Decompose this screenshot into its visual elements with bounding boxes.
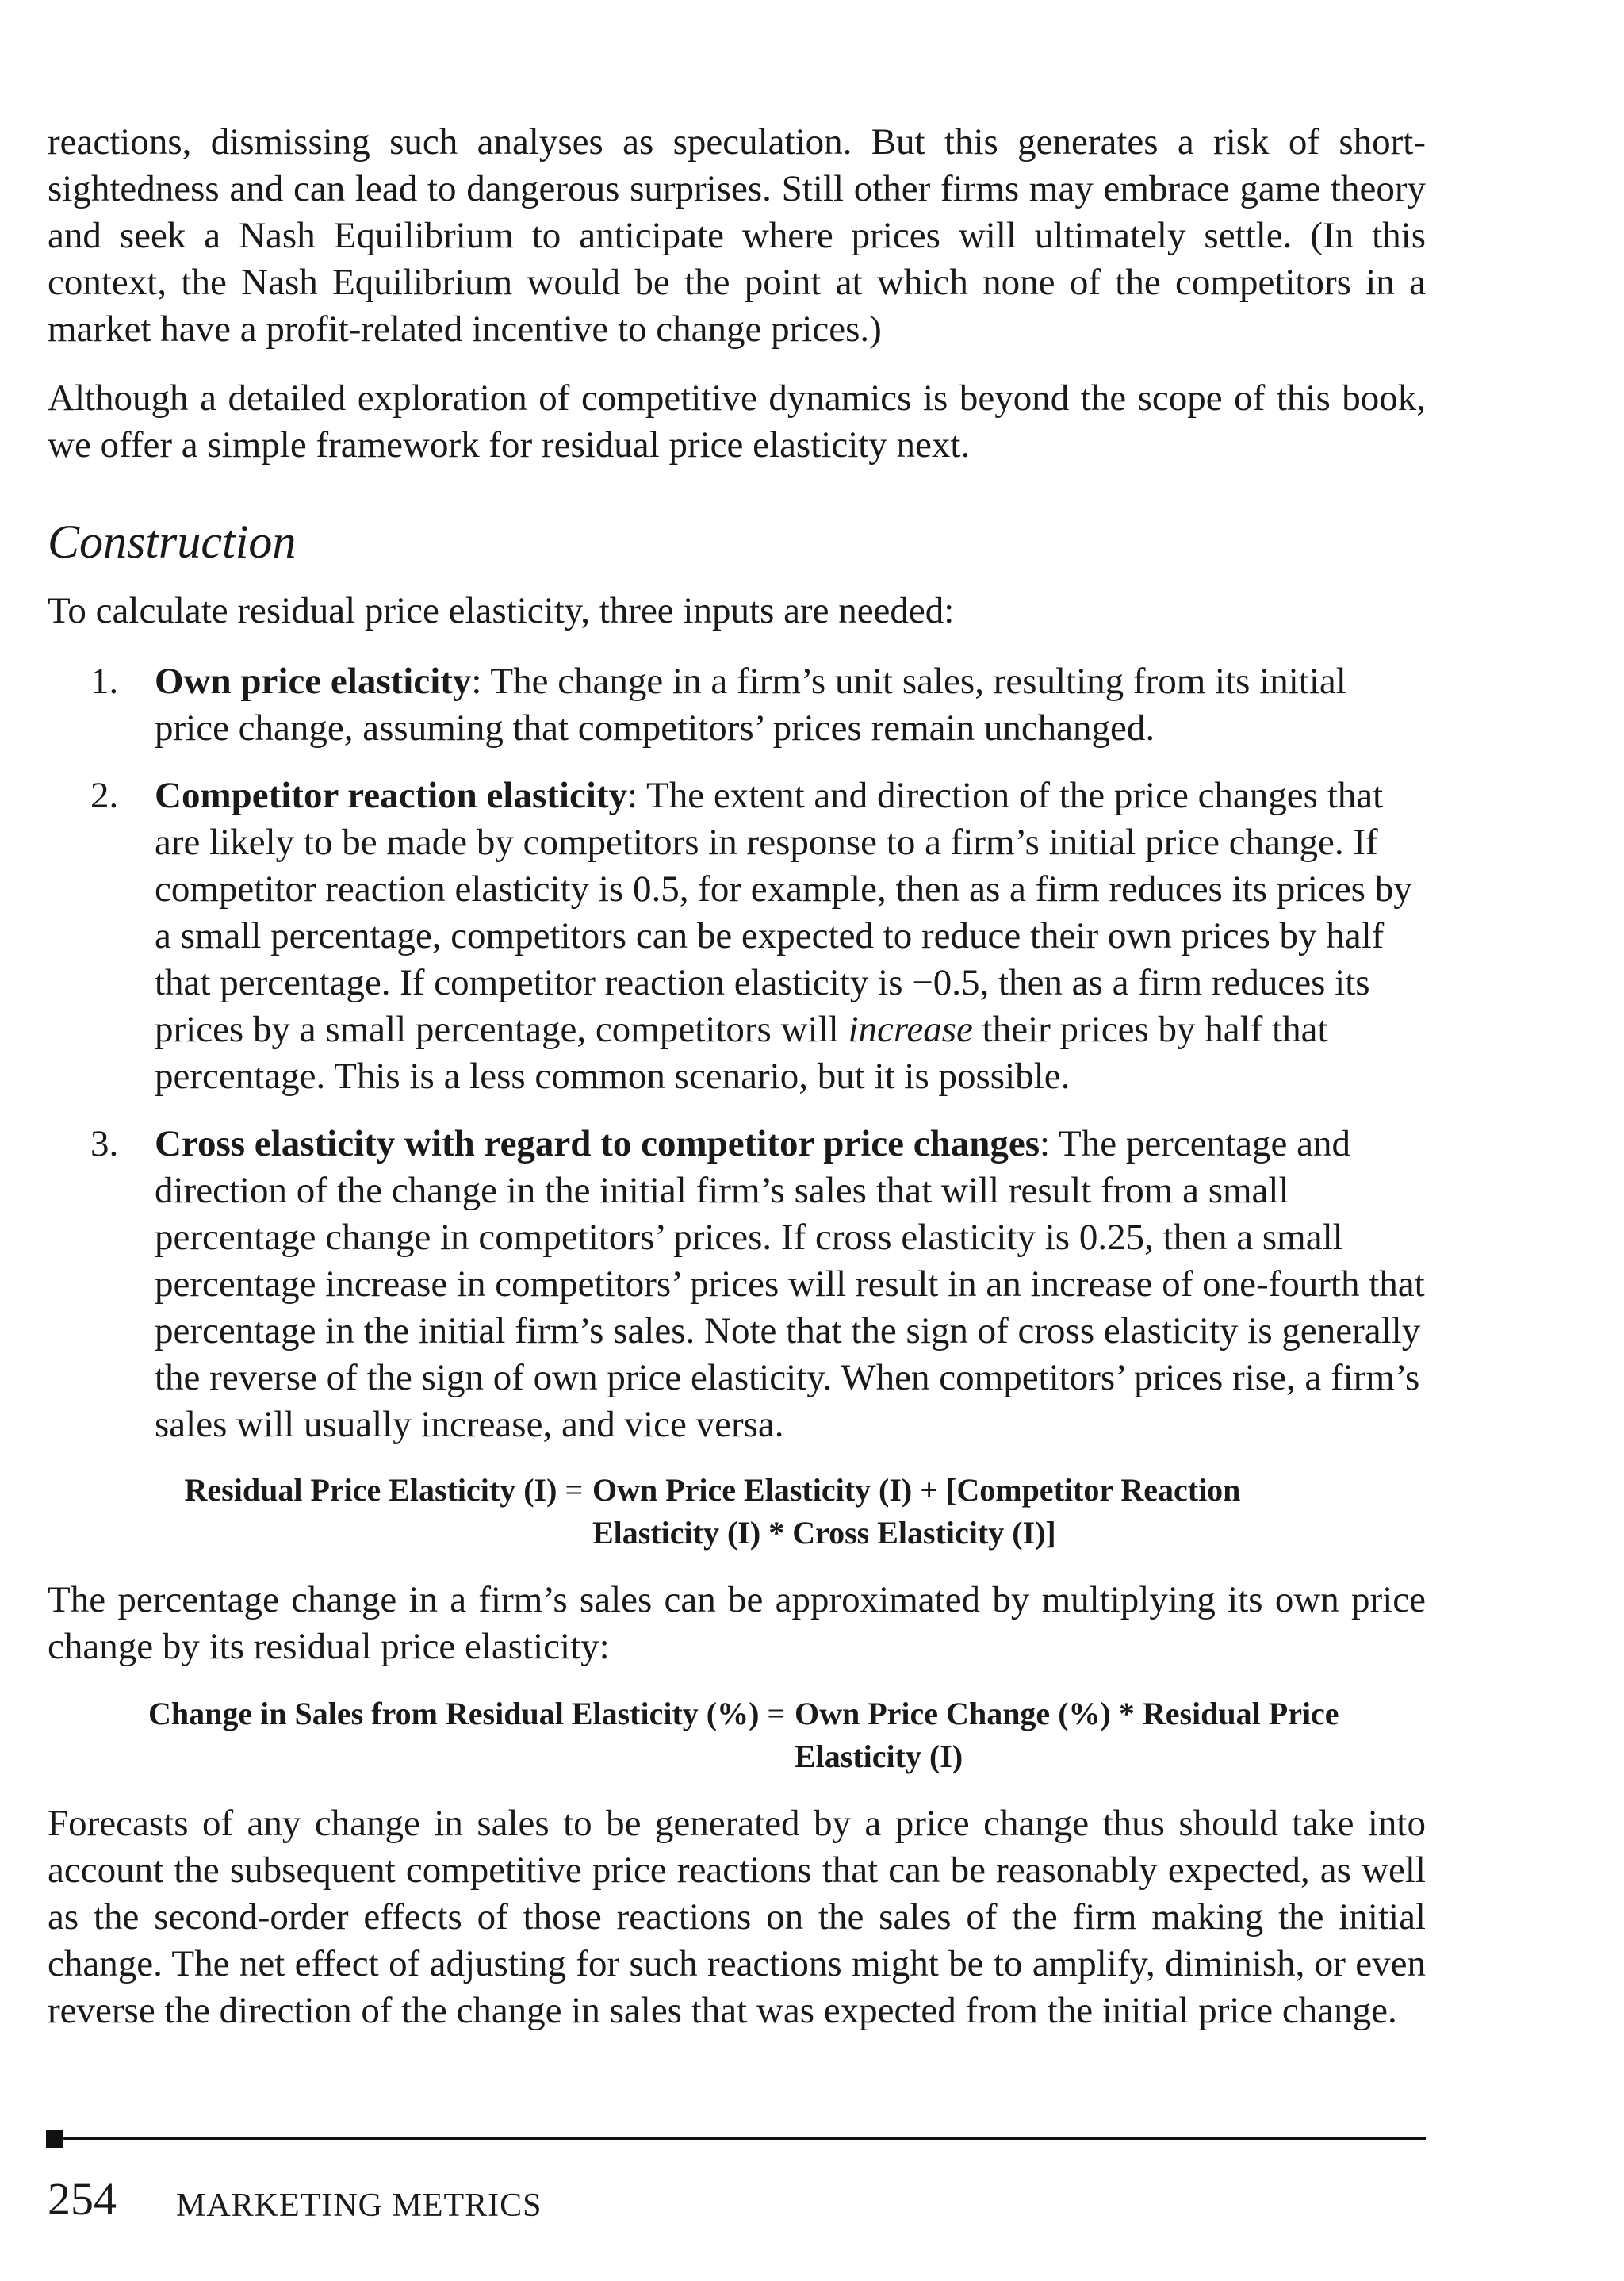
list-item-text-continued: their prices by half that percentage. This is a less common scenario, but it is possible.	[155, 1009, 1328, 1097]
formula-lhs: Change in Sales from Residual Elasticity (%)	[148, 1696, 760, 1731]
paragraph-scope: Although a detailed exploration of competitive dynamics is beyond the scope of this book, we offer a simple framework for residual price elasticity next.	[48, 378, 1426, 466]
list-item-term: Competitor reaction elasticity	[155, 775, 628, 816]
list-item-term: Own price elasticity	[155, 661, 472, 702]
list-item-text: : The extent and direction of the price changes that are likely to be made by competitors in response to a firm’s initial price change. If competitor reaction elasticity is 0.5, for example, then as a firm reduces its prices by a small percentage, competitors can be expected to reduce their own prices by half that percentage. If competitor reaction elasticity is −0.5, then as a firm reduces its prices by a small percentage, competitors will	[155, 775, 1412, 1050]
paragraph-intro: reactions, dismissing such analyses as speculation. But this generates a risk of short-sightedness and can lead to dangerous surprises. Still other firms may embrace game theory and seek a Nash Equilibrium to anticipate where prices will ultimately settle. (In this context, the Nash Equilibrium would be the point at which none of the competitors in a market have a profit-related incentive to change prices.)	[48, 121, 1426, 350]
formula-residual-elasticity	[48, 1469, 1426, 1555]
list-item-number: 2.	[90, 775, 119, 816]
footer-rule	[46, 2137, 1426, 2140]
list-item-number: 1.	[90, 661, 119, 702]
list-item-text: : The change in a firm’s unit sales, resulting from its initial price change, assuming that competitors’ prices remain unchanged.	[155, 661, 1346, 749]
paragraph-forecasts: Forecasts of any change in sales to be generated by a price change thus should take into account the subsequent competitive price reactions that can be reasonably expected, as well as the second-order effects of those reactions on the sales of the firm making the initial change. The net effect of adjusting for such reactions might be to amplify, diminish, or even reverse the direction of the change in sales that was expected from the initial price change.	[48, 1803, 1426, 2031]
list-item	[48, 1121, 1426, 1448]
list-item-text: : The percentage and direction of the change in the initial firm’s sales that will result from a small percentage change in competitors’ prices. If cross elasticity is 0.25, then a small percentage increase in competitors’ prices will result in an increase of one-fourth that percentage in the initial firm’s sales. Note that the sign of cross elasticity is generally the reverse of the sign of own price elasticity. When competitors’ prices rise, a firm’s sales will usually increase, and vice versa.	[155, 1123, 1425, 1445]
formula-equals: =	[767, 1696, 785, 1731]
inputs-list	[48, 658, 1426, 1448]
formula-lhs: Residual Price Elasticity (I)	[184, 1472, 557, 1508]
formula-rhs: Own Price Change (%) * Residual Price Elasticity (I)	[795, 1696, 1339, 1774]
section-heading: Construction	[48, 516, 297, 568]
formula-rhs: Own Price Elasticity (I) + [Competitor Reaction Elasticity (I) * Cross Elasticity (I)]	[592, 1472, 1241, 1551]
running-footer-title: MARKETING METRICS	[176, 2187, 542, 2224]
list-item	[48, 772, 1426, 1100]
formula-change-in-sales	[48, 1693, 1426, 1778]
section-lead: To calculate residual price elasticity, three inputs are needed:	[48, 590, 955, 631]
paragraph-approximation: The percentage change in a firm’s sales can be approximated by multiplying its own price change by its residual price elasticity:	[48, 1579, 1426, 1667]
list-item	[48, 658, 1426, 752]
page-number: 254	[48, 2173, 117, 2225]
formula-equals: =	[565, 1472, 583, 1508]
page-content	[48, 119, 1426, 2057]
list-item-number: 3.	[90, 1123, 119, 1164]
list-item-emphasis: increase	[848, 1009, 973, 1050]
list-item-term: Cross elasticity with regard to competitor price changes	[155, 1123, 1040, 1164]
